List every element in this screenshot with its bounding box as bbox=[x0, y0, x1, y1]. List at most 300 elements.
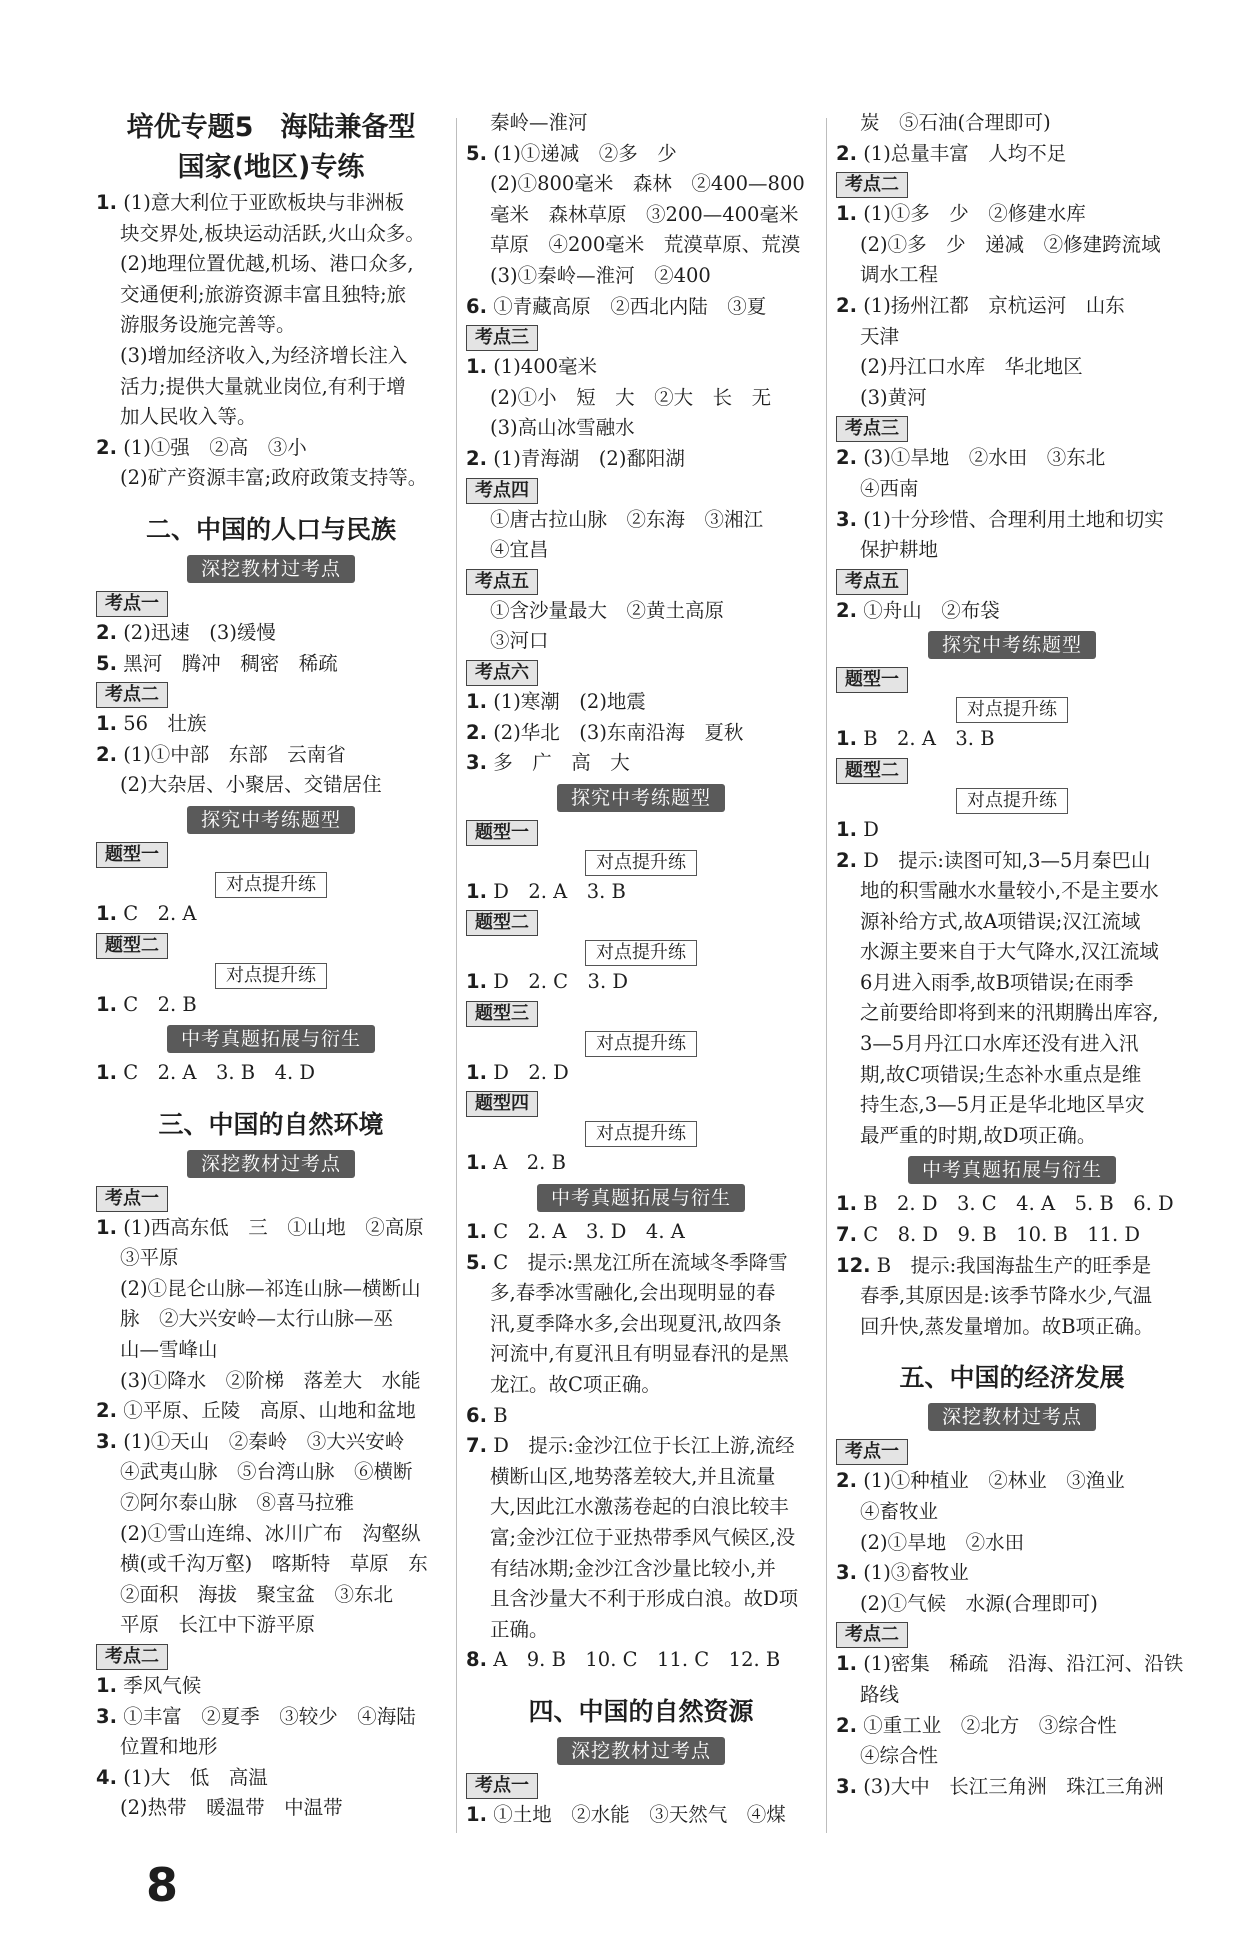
question-number: 2. bbox=[836, 1469, 857, 1493]
answer-text: B 2. D 3. C 4. A 5. B 6. D bbox=[863, 1192, 1174, 1216]
answer-text: B 2. A 3. B bbox=[863, 727, 995, 751]
answer-text: (1)①种植业 ②林业 ③渔业 bbox=[863, 1469, 1125, 1493]
point-tag-row bbox=[96, 1183, 446, 1213]
answer-continuation: 期,故C项错误;生态补水重点是维 bbox=[860, 1062, 1142, 1086]
point-tag: 考点一 bbox=[466, 1773, 538, 1799]
point-tag-row bbox=[836, 413, 1188, 443]
answer-continuation: 春季,其原因是:该季节降水少,气温 bbox=[860, 1284, 1152, 1308]
answer-continuation: 炭 ⑤石油(合理即可) bbox=[860, 111, 1051, 134]
answer-continuation: (2)①小 短 大 ②大 长 无 bbox=[490, 385, 772, 409]
banner-label: 探究中考练题型 bbox=[187, 806, 355, 834]
answer-line bbox=[96, 618, 446, 649]
banner-heading bbox=[96, 554, 446, 584]
point-tag: 题型二 bbox=[96, 933, 168, 959]
answer-line bbox=[96, 188, 446, 219]
answer-line bbox=[96, 1058, 446, 1089]
answer-line bbox=[836, 1251, 1188, 1282]
question-number: 1. bbox=[466, 1151, 487, 1175]
answer-line bbox=[96, 1427, 446, 1458]
answer-line bbox=[466, 1401, 816, 1432]
practice-label: 对点提升练 bbox=[585, 940, 697, 966]
section-title: 培优专题5 海陆兼备型 bbox=[126, 112, 416, 143]
answer-line bbox=[466, 1058, 816, 1089]
point-tag-row bbox=[96, 839, 446, 869]
answer-continuation: ③河口 bbox=[490, 629, 549, 653]
answer-line bbox=[836, 139, 1188, 170]
answer-text: 季风气候 bbox=[123, 1674, 202, 1697]
answer-continuation: 草原 ④200毫米 荒漠草原、荒漠 bbox=[490, 233, 801, 257]
point-tag: 题型一 bbox=[466, 820, 538, 846]
practice-label-row bbox=[466, 1028, 816, 1058]
question-number: 1. bbox=[96, 1674, 117, 1697]
question-number: 3. bbox=[466, 751, 487, 775]
question-number: 1. bbox=[836, 817, 857, 841]
answer-continuation: 位置和地形 bbox=[120, 1735, 218, 1759]
answer-continuation: ④武夷山脉 ⑤台湾山脉 ⑥横断 bbox=[120, 1460, 413, 1484]
answer-line bbox=[466, 748, 816, 779]
point-tag: 考点三 bbox=[836, 416, 908, 442]
answer-text: (1)密集 稀疏 沿海、沿江河、沿铁 bbox=[863, 1652, 1184, 1676]
answer-line bbox=[836, 1189, 1188, 1220]
answer-text: (1)③畜牧业 bbox=[863, 1561, 969, 1585]
question-number: 2. bbox=[836, 446, 857, 470]
answer-text: (2)迅速 (3)缓慢 bbox=[123, 620, 276, 644]
point-tag: 考点六 bbox=[466, 660, 538, 686]
point-tag-row bbox=[466, 1088, 816, 1118]
answer-continuation: ④综合性 bbox=[860, 1744, 939, 1768]
answer-continuation: 源补给方式,故A项错误;汉江流域 bbox=[860, 909, 1141, 933]
answer-line bbox=[836, 443, 1188, 474]
answer-text: ①丰富 ②夏季 ③较少 ④海陆 bbox=[123, 1704, 416, 1728]
answer-continuation: 有结冰期;金沙江含沙量比较小,并 bbox=[490, 1556, 776, 1580]
answer-column-left bbox=[96, 108, 446, 1824]
answer-text: ①舟山 ②布袋 bbox=[863, 598, 1000, 622]
question-number: 8. bbox=[466, 1648, 487, 1672]
point-tag: 考点三 bbox=[466, 325, 538, 351]
answer-line bbox=[466, 877, 816, 908]
answer-continuation: ④畜牧业 bbox=[860, 1500, 939, 1523]
question-number: 5. bbox=[466, 1250, 487, 1274]
point-tag: 考点一 bbox=[96, 1186, 168, 1212]
question-number: 3. bbox=[836, 1561, 857, 1585]
column-divider bbox=[456, 118, 457, 1833]
question-number: 2. bbox=[96, 620, 117, 644]
practice-label-row bbox=[466, 1118, 816, 1148]
answer-line bbox=[96, 1702, 446, 1733]
answer-continuation: (2)矿产资源丰富;政府政策支持等。 bbox=[120, 466, 428, 490]
point-tag: 考点二 bbox=[836, 172, 908, 198]
answer-continuation: ④西南 bbox=[860, 476, 919, 500]
answer-continuation: 汛,夏季降水多,会出现夏汛,故四条 bbox=[490, 1311, 782, 1335]
answer-text: (3)大中 长江三角洲 珠江三角洲 bbox=[863, 1774, 1164, 1798]
answer-continuation: (2)热带 暖温带 中温带 bbox=[120, 1796, 343, 1820]
answer-text: C 2. A bbox=[123, 901, 197, 925]
answer-continuation: 游服务设施完善等。 bbox=[120, 313, 296, 337]
answer-line bbox=[466, 1148, 816, 1179]
answer-continuation: (3)高山冰雪融水 bbox=[490, 416, 635, 440]
answer-text: ①重工业 ②北方 ③综合性 bbox=[863, 1713, 1117, 1737]
column-divider bbox=[826, 118, 827, 1833]
answer-line bbox=[466, 967, 816, 998]
answer-text: (1)①强 ②高 ③小 bbox=[123, 435, 307, 459]
answer-continuation: 多,春季冰雪融化,会出现明显的春 bbox=[490, 1281, 776, 1305]
point-tag: 考点二 bbox=[96, 1644, 168, 1670]
answer-text: C 2. B bbox=[123, 992, 197, 1016]
answer-line bbox=[96, 1671, 446, 1702]
question-number: 1. bbox=[466, 1220, 487, 1244]
answer-line bbox=[836, 724, 1188, 755]
point-tag-row bbox=[466, 907, 816, 937]
answer-continuation: 平原 长江中下游平原 bbox=[120, 1613, 316, 1637]
practice-label: 对点提升练 bbox=[215, 872, 327, 898]
answer-continuation: 且含沙量大不利于形成白浪。故D项 bbox=[490, 1587, 799, 1611]
answer-continuation: 河流中,有夏汛且有明显春汛的是黑 bbox=[490, 1342, 789, 1366]
answer-line bbox=[836, 1649, 1188, 1680]
answer-continuation: 保护耕地 bbox=[860, 538, 939, 562]
answer-continuation: 加人民收入等。 bbox=[120, 405, 257, 429]
banner-label: 探究中考练题型 bbox=[557, 784, 725, 812]
question-number: 1. bbox=[96, 1061, 117, 1085]
answer-continuation: (2)大杂居、小聚居、交错居住 bbox=[120, 773, 382, 797]
answer-line bbox=[466, 1217, 816, 1248]
answer-line bbox=[836, 1711, 1188, 1742]
answer-text: C 2. A 3. B 4. D bbox=[123, 1061, 316, 1085]
answer-continuation: 富;金沙江位于亚热带季风气候区,没 bbox=[490, 1526, 796, 1549]
answer-continuation: (3)①秦岭—淮河 ②400 bbox=[490, 263, 711, 287]
answer-text: (1)①多 少 ②修建水库 bbox=[863, 202, 1086, 226]
question-number: 3. bbox=[836, 1774, 857, 1798]
answer-text: (1)①天山 ②秦岭 ③大兴安岭 bbox=[123, 1429, 405, 1453]
point-tag: 考点五 bbox=[466, 569, 538, 595]
question-number: 2. bbox=[836, 848, 857, 872]
answer-continuation: (3)黄河 bbox=[860, 385, 927, 409]
answer-text: (1)①递减 ②多 少 bbox=[493, 141, 677, 165]
answer-continuation: (2)①昆仑山脉—祁连山脉—横断山 bbox=[120, 1276, 421, 1300]
question-number: 2. bbox=[836, 141, 857, 165]
question-number: 1. bbox=[836, 1192, 857, 1216]
point-tag-row bbox=[836, 1436, 1188, 1466]
banner-heading bbox=[836, 1402, 1188, 1432]
answer-continuation: 山—雪峰山 bbox=[120, 1338, 218, 1362]
answer-continuation: ①唐古拉山脉 ②东海 ③湘江 bbox=[490, 507, 764, 531]
point-tag: 题型四 bbox=[466, 1091, 538, 1117]
point-tag-row bbox=[836, 664, 1188, 694]
practice-label-row bbox=[836, 785, 1188, 815]
banner-heading bbox=[96, 805, 446, 835]
practice-label: 对点提升练 bbox=[956, 697, 1068, 723]
answer-line bbox=[466, 1800, 816, 1831]
point-tag-row bbox=[96, 930, 446, 960]
point-tag: 题型一 bbox=[96, 842, 168, 868]
question-number: 3. bbox=[96, 1704, 117, 1728]
answer-text: D 提示:金沙江位于长江上游,流经 bbox=[493, 1434, 795, 1458]
answer-line bbox=[466, 444, 816, 475]
answer-text: (1)①中部 东部 云南省 bbox=[123, 742, 346, 766]
answer-line bbox=[466, 1645, 816, 1676]
question-number: 1. bbox=[836, 1652, 857, 1676]
question-number: 1. bbox=[466, 689, 487, 713]
practice-label-row bbox=[466, 937, 816, 967]
answer-text: ①平原、丘陵 高原、山地和盆地 bbox=[123, 1399, 416, 1423]
question-number: 2. bbox=[836, 598, 857, 622]
question-number: 1. bbox=[96, 901, 117, 925]
answer-line bbox=[96, 990, 446, 1021]
practice-label-row bbox=[466, 847, 816, 877]
point-tag-row bbox=[836, 169, 1188, 199]
answer-line bbox=[466, 718, 816, 749]
answer-line bbox=[466, 1248, 816, 1279]
answer-continuation: 脉 ②大兴安岭—太行山脉—巫 bbox=[120, 1307, 394, 1331]
point-tag-row bbox=[466, 566, 816, 596]
point-tag-row bbox=[466, 322, 816, 352]
point-tag: 考点一 bbox=[96, 591, 168, 617]
banner-label: 中考真题拓展与衍生 bbox=[167, 1025, 375, 1053]
answer-column-middle bbox=[466, 108, 816, 1831]
point-tag: 考点四 bbox=[466, 478, 538, 504]
point-tag: 题型三 bbox=[466, 1001, 538, 1027]
point-tag: 题型一 bbox=[836, 667, 908, 693]
answer-continuation: 回升快,蒸发量增加。故B项正确。 bbox=[860, 1314, 1154, 1338]
question-number: 1. bbox=[96, 712, 117, 736]
banner-heading bbox=[836, 630, 1188, 660]
question-number: 4. bbox=[96, 1765, 117, 1789]
answer-continuation: (3)增加经济收入,为经济增长注入 bbox=[120, 343, 408, 367]
answer-line bbox=[96, 1213, 446, 1244]
point-tag-row bbox=[836, 566, 1188, 596]
answer-continuation: 最严重的时期,故D项正确。 bbox=[860, 1123, 1097, 1147]
point-tag-row bbox=[96, 588, 446, 618]
banner-heading bbox=[96, 1024, 446, 1054]
answer-continuation: (2)①多 少 递减 ②修建跨流域 bbox=[860, 232, 1161, 256]
question-number: 3. bbox=[836, 507, 857, 531]
point-tag: 考点五 bbox=[836, 569, 908, 595]
answer-line bbox=[96, 433, 446, 464]
answer-text: D 提示:读图可知,3—5月秦巴山 bbox=[863, 848, 1151, 872]
question-number: 2. bbox=[96, 742, 117, 766]
answer-line bbox=[836, 505, 1188, 536]
answer-text: D 2. D bbox=[493, 1060, 569, 1084]
point-tag-row bbox=[96, 679, 446, 709]
question-number: 2. bbox=[96, 435, 117, 459]
practice-label: 对点提升练 bbox=[585, 1031, 697, 1057]
point-tag-row bbox=[466, 817, 816, 847]
answer-continuation: 横断山区,地势落差较大,并且流量 bbox=[490, 1464, 776, 1488]
question-number: 1. bbox=[96, 992, 117, 1016]
question-number: 5. bbox=[466, 141, 487, 165]
banner-label: 深挖教材过考点 bbox=[928, 1403, 1096, 1431]
answer-line bbox=[96, 740, 446, 771]
banner-label: 深挖教材过考点 bbox=[187, 555, 355, 583]
point-tag-row bbox=[466, 998, 816, 1028]
answer-text: 56 壮族 bbox=[123, 712, 207, 736]
answer-line bbox=[836, 1772, 1188, 1803]
banner-label: 深挖教材过考点 bbox=[557, 1737, 725, 1765]
question-number: 1. bbox=[96, 1215, 117, 1239]
answer-text: C 2. A 3. D 4. A bbox=[493, 1220, 685, 1244]
answer-text: A 9. B 10. C 11. C 12. B bbox=[493, 1648, 781, 1672]
answer-continuation: ④宜昌 bbox=[490, 538, 549, 562]
question-number: 2. bbox=[466, 446, 487, 470]
answer-continuation: 地的积雪融水水量较小,不是主要水 bbox=[860, 879, 1159, 903]
answer-text: B 提示:我国海盐生产的旺季是 bbox=[876, 1253, 1152, 1277]
chapter-heading: 二、中国的人口与民族 bbox=[145, 514, 396, 544]
answer-text: 黑河 腾冲 稠密 稀疏 bbox=[123, 651, 338, 675]
answer-continuation: 持生态,3—5月正是华北地区旱灾 bbox=[860, 1093, 1145, 1117]
answer-text: (2)华北 (3)东南沿海 夏秋 bbox=[493, 720, 744, 744]
answer-continuation: 龙江。故C项正确。 bbox=[490, 1373, 661, 1397]
answer-continuation: (2)①800毫米 森林 ②400—800 bbox=[490, 172, 805, 196]
point-tag-row bbox=[836, 1619, 1188, 1649]
answer-continuation: 水源主要来自于大气降水,汉江流域 bbox=[860, 940, 1159, 964]
answer-continuation: (2)①气候 水源(合理即可) bbox=[860, 1591, 1098, 1615]
answer-text: (1)寒潮 (2)地震 bbox=[493, 689, 646, 713]
answer-line bbox=[836, 846, 1188, 877]
answer-continuation: 6月进入雨季,故B项错误;在雨季 bbox=[860, 970, 1134, 994]
answer-line bbox=[96, 1763, 446, 1794]
answer-text: C 8. D 9. B 10. B 11. D bbox=[863, 1223, 1141, 1247]
chapter-heading: 三、中国的自然环境 bbox=[158, 1109, 384, 1139]
answer-line bbox=[836, 1466, 1188, 1497]
answer-continuation: (2)地理位置优越,机场、港口众多, bbox=[120, 252, 414, 276]
banner-heading bbox=[466, 1736, 816, 1766]
answer-text: (1)西高东低 三 ①山地 ②高原 bbox=[123, 1215, 424, 1239]
answer-text: (3)①旱地 ②水田 ③东北 bbox=[863, 446, 1106, 470]
question-number: 1. bbox=[466, 970, 487, 994]
answer-continuation: (2)①雪山连绵、冰川广布 沟壑纵 bbox=[120, 1521, 421, 1545]
question-number: 2. bbox=[836, 1713, 857, 1737]
answer-text: (1)十分珍惜、合理利用土地和切实 bbox=[863, 507, 1164, 531]
question-number: 2. bbox=[96, 1399, 117, 1423]
question-number: 1. bbox=[466, 1060, 487, 1084]
point-tag-row bbox=[96, 1641, 446, 1671]
answer-text: D bbox=[863, 817, 879, 841]
question-number: 1. bbox=[466, 879, 487, 903]
practice-label-row bbox=[96, 960, 446, 990]
question-number: 1. bbox=[836, 727, 857, 751]
question-number: 1. bbox=[96, 191, 117, 214]
chapter-heading: 五、中国的经济发展 bbox=[899, 1363, 1125, 1393]
question-number: 7. bbox=[836, 1223, 857, 1247]
answer-continuation: 大,因此江水激荡卷起的白浪比较丰 bbox=[490, 1495, 789, 1519]
answer-line bbox=[466, 292, 816, 323]
answer-text: (1)扬州江都 京杭运河 山东 bbox=[863, 293, 1125, 317]
question-number: 1. bbox=[836, 202, 857, 226]
point-tag: 考点二 bbox=[96, 682, 168, 708]
answer-line bbox=[836, 815, 1188, 846]
practice-label-row bbox=[836, 694, 1188, 724]
answer-continuation: 调水工程 bbox=[860, 263, 939, 287]
answer-line bbox=[836, 1558, 1188, 1589]
question-number: 2. bbox=[836, 293, 857, 317]
answer-line bbox=[96, 1396, 446, 1427]
answer-line bbox=[836, 291, 1188, 322]
question-number: 5. bbox=[96, 651, 117, 675]
section-title: 国家(地区)专练 bbox=[177, 152, 365, 183]
point-tag-row bbox=[466, 1770, 816, 1800]
banner-heading bbox=[836, 1155, 1188, 1185]
answer-text: ①土地 ②水能 ③天然气 ④煤 bbox=[493, 1802, 786, 1826]
answer-line bbox=[96, 709, 446, 740]
answer-continuation: 交通便利;旅游资源丰富且独特;旅 bbox=[120, 282, 407, 306]
answer-continuation: (2)丹江口水库 华北地区 bbox=[860, 355, 1083, 379]
question-number: 1. bbox=[466, 355, 487, 379]
answer-text: A 2. B bbox=[493, 1151, 566, 1175]
practice-label: 对点提升练 bbox=[956, 788, 1068, 814]
banner-heading bbox=[466, 1183, 816, 1213]
question-number: 6. bbox=[466, 294, 487, 318]
banner-label: 深挖教材过考点 bbox=[187, 1150, 355, 1178]
point-tag: 考点二 bbox=[836, 1622, 908, 1648]
point-tag-row bbox=[466, 657, 816, 687]
banner-label: 探究中考练题型 bbox=[928, 631, 1096, 659]
practice-label: 对点提升练 bbox=[585, 1121, 697, 1147]
practice-label-row bbox=[96, 869, 446, 899]
answer-continuation: ⑦阿尔泰山脉 ⑧喜马拉雅 bbox=[120, 1491, 355, 1515]
answer-continuation: 3—5月丹江口水库还没有进入汛 bbox=[860, 1032, 1139, 1056]
question-number: 6. bbox=[466, 1403, 487, 1427]
answer-continuation: 天津 bbox=[860, 324, 900, 348]
question-number: 1. bbox=[466, 1802, 487, 1826]
point-tag-row bbox=[466, 475, 816, 505]
answer-line bbox=[836, 199, 1188, 230]
answer-text: 多 广 高 大 bbox=[493, 751, 630, 775]
practice-label: 对点提升练 bbox=[215, 963, 327, 989]
question-number: 3. bbox=[96, 1429, 117, 1453]
question-number: 7. bbox=[466, 1434, 487, 1458]
answer-continuation: (3)①降水 ②阶梯 落差大 水能 bbox=[120, 1368, 421, 1392]
chapter-heading: 四、中国的自然资源 bbox=[528, 1696, 754, 1726]
answer-column-right bbox=[836, 108, 1188, 1802]
answer-text: B bbox=[493, 1403, 508, 1427]
answer-continuation: 秦岭—淮河 bbox=[490, 111, 588, 134]
banner-label: 中考真题拓展与衍生 bbox=[908, 1156, 1116, 1184]
answer-line bbox=[466, 139, 816, 170]
answer-line bbox=[96, 649, 446, 680]
answer-text: D 2. C 3. D bbox=[493, 970, 628, 994]
answer-continuation: 毫米 森林草原 ③200—400毫米 bbox=[490, 202, 799, 226]
answer-continuation: 活力;提供大量就业岗位,有利于增 bbox=[120, 374, 406, 398]
answer-continuation: 块交界处,板块运动活跃,火山众多。 bbox=[120, 221, 425, 245]
answer-line bbox=[466, 352, 816, 383]
answer-continuation: 之前要给即将到来的汛期腾出库容, bbox=[860, 1001, 1159, 1025]
answer-continuation: (2)①旱地 ②水田 bbox=[860, 1530, 1025, 1554]
answer-continuation: 路线 bbox=[860, 1682, 900, 1706]
answer-text: (1)400毫米 bbox=[493, 355, 598, 379]
page-number: 8 bbox=[146, 1858, 179, 1912]
answer-text: ①青藏高原 ②西北内陆 ③夏 bbox=[493, 294, 767, 318]
answer-text: (1)大 低 高温 bbox=[123, 1765, 268, 1789]
question-number: 12. bbox=[836, 1253, 871, 1277]
point-tag: 考点一 bbox=[836, 1439, 908, 1465]
answer-continuation: 横(或千沟万壑) 喀斯特 草原 东 bbox=[120, 1552, 428, 1576]
point-tag-row bbox=[836, 755, 1188, 785]
answer-continuation: ①含沙量最大 ②黄土高原 bbox=[490, 598, 725, 622]
answer-text: (1)青海湖 (2)鄱阳湖 bbox=[493, 446, 685, 470]
point-tag: 题型二 bbox=[466, 910, 538, 936]
answer-line bbox=[836, 1220, 1188, 1251]
answer-continuation: ③平原 bbox=[120, 1246, 179, 1270]
banner-label: 中考真题拓展与衍生 bbox=[537, 1184, 745, 1212]
answer-text: (1)总量丰富 人均不足 bbox=[863, 141, 1067, 165]
banner-heading bbox=[466, 783, 816, 813]
answer-line bbox=[836, 596, 1188, 627]
answer-line bbox=[466, 687, 816, 718]
answer-text: (1)意大利位于亚欧板块与非洲板 bbox=[123, 191, 405, 214]
answer-line bbox=[96, 899, 446, 930]
answer-line bbox=[466, 1431, 816, 1462]
answer-continuation: 正确。 bbox=[490, 1617, 549, 1641]
answer-text: D 2. A 3. B bbox=[493, 879, 626, 903]
